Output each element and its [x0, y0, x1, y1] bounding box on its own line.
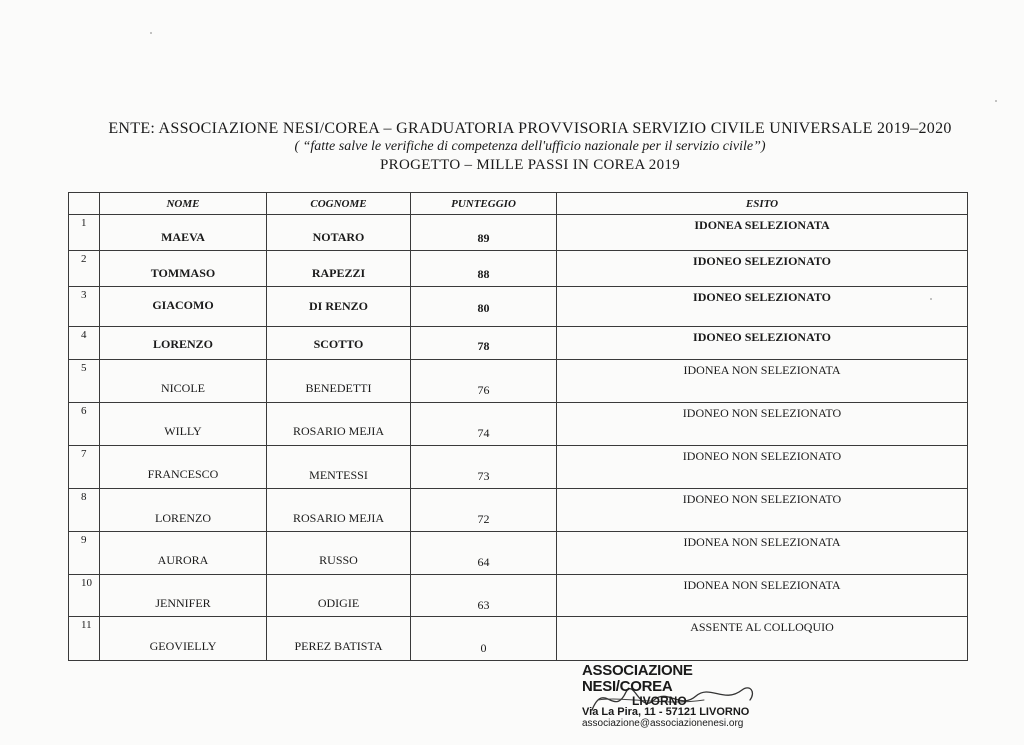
punteggio: 63: [477, 598, 490, 612]
punteggio-cell: [411, 489, 557, 532]
cognome: ROSARIO MEJIA: [292, 511, 384, 525]
esito-cell: [557, 446, 968, 489]
row-index: 5: [81, 362, 87, 374]
nome: WILLY: [164, 424, 202, 438]
cognome-cell: [267, 446, 411, 489]
cognome: MENTESSI: [309, 468, 368, 482]
esito-cell: [557, 575, 968, 617]
nome-cell: [100, 327, 267, 360]
nome-cell: [100, 617, 267, 661]
punteggio: 78: [477, 339, 490, 353]
punteggio: 76: [477, 383, 490, 397]
row-index: 2: [81, 253, 87, 265]
nome-cell: [100, 575, 267, 617]
nome-cell: [100, 287, 267, 327]
punteggio-cell: [411, 446, 557, 489]
row-index: 3: [81, 289, 87, 301]
punteggio-cell: [411, 251, 557, 287]
stamp-city: LIVORNO: [632, 693, 687, 708]
row-index-cell: [69, 251, 100, 287]
cognome-cell: [267, 287, 411, 327]
table-row: [69, 403, 968, 446]
esito: IDONEO NON SELEZIONATO: [682, 492, 842, 506]
stamp-email: associazione@associazionenesi.org: [582, 717, 744, 729]
esito-cell: [557, 215, 968, 251]
header-nome: NOME: [100, 193, 267, 215]
header-punteggio: PUNTEGGIO: [411, 193, 557, 215]
punteggio: 80: [477, 301, 490, 315]
row-index: 1: [81, 217, 87, 229]
nome-cell: [100, 215, 267, 251]
punteggio-cell: [411, 403, 557, 446]
cognome: ODIGIE: [317, 596, 360, 610]
row-index-cell: [69, 446, 100, 489]
nome: JENNIFER: [155, 596, 211, 610]
table-header-row: [69, 193, 968, 215]
cognome: RAPEZZI: [311, 266, 366, 280]
table-row: [69, 575, 968, 617]
cognome: NOTARO: [312, 230, 365, 244]
header-index: [69, 193, 100, 215]
row-index-cell: [69, 532, 100, 575]
nome-cell: [100, 251, 267, 287]
row-index-cell: [69, 360, 100, 403]
esito: IDONEA NON SELEZIONATA: [683, 578, 841, 592]
cognome-cell: [267, 489, 411, 532]
esito-cell: [557, 617, 968, 661]
nome: TOMMASO: [150, 266, 216, 280]
row-index-cell: [69, 489, 100, 532]
row-index-cell: [69, 403, 100, 446]
punteggio-cell: [411, 360, 557, 403]
row-index-cell: [69, 575, 100, 617]
esito: IDONEO SELEZIONATO: [693, 254, 831, 268]
row-index: 8: [81, 491, 87, 503]
scan-speck: [150, 32, 152, 34]
nome: AURORA: [157, 553, 209, 567]
project-title: PROGETTO – MILLE PASSI IN COREA 2019: [380, 157, 680, 173]
punteggio-cell: [411, 287, 557, 327]
esito-cell: [557, 532, 968, 575]
stamp-address: Via La Pira, 11 - 57121 LIVORNO: [582, 706, 750, 719]
row-index-cell: [69, 287, 100, 327]
header-cognome: COGNOME: [267, 193, 411, 215]
cognome: PEREZ BATISTA: [294, 639, 383, 653]
cognome-cell: [267, 327, 411, 360]
table-row: [69, 360, 968, 403]
nome: LORENZO: [155, 511, 211, 525]
esito: IDONEO NON SELEZIONATO: [682, 449, 842, 463]
esito-cell: [557, 360, 968, 403]
punteggio-cell: [411, 617, 557, 661]
nome-cell: [100, 532, 267, 575]
cognome: BENEDETTI: [305, 381, 372, 395]
esito: ASSENTE AL COLLOQUIO: [690, 620, 834, 634]
row-index-cell: [69, 215, 100, 251]
punteggio-cell: [411, 327, 557, 360]
esito: IDONEO SELEZIONATO: [693, 290, 831, 304]
nome-cell: [100, 489, 267, 532]
cognome-cell: [267, 360, 411, 403]
document-note: ( “fatte salve le verifiche di competenza dell'ufficio nazionale per il servizio civile”): [294, 139, 766, 154]
row-index-cell: [69, 617, 100, 661]
esito-cell: [557, 251, 968, 287]
cognome-cell: [267, 215, 411, 251]
cognome: DI RENZO: [308, 299, 368, 313]
cognome-cell: [267, 403, 411, 446]
document-title: ENTE: ASSOCIAZIONE NESI/COREA – GRADUATORIA PROVVISORIA SERVIZIO CIVILE UNIVERSALE 2019–2020: [108, 120, 952, 137]
punteggio: 72: [477, 512, 490, 526]
nome-cell: [100, 360, 267, 403]
table-row: [69, 215, 968, 251]
stamp-name: ASSOCIAZIONE NESI/COREA: [582, 662, 693, 695]
cognome-cell: [267, 251, 411, 287]
punteggio: 73: [477, 469, 490, 483]
row-index: 10: [81, 577, 92, 589]
row-index: 7: [81, 448, 87, 460]
nome: FRANCESCO: [147, 467, 219, 481]
nome-cell: [100, 403, 267, 446]
table-row: [69, 327, 968, 360]
cognome: ROSARIO MEJIA: [292, 424, 384, 438]
punteggio: 74: [477, 426, 490, 440]
ranking-table: [68, 192, 968, 661]
punteggio-cell: [411, 215, 557, 251]
nome: MAEVA: [161, 230, 205, 244]
cognome: RUSSO: [319, 553, 358, 567]
esito-cell: [557, 403, 968, 446]
esito: IDONEO SELEZIONATO: [693, 330, 831, 344]
row-index: 9: [81, 534, 87, 546]
cognome-cell: [267, 617, 411, 661]
table-row: [69, 617, 968, 661]
nome: NICOLE: [161, 381, 205, 395]
esito: IDONEA SELEZIONATA: [694, 218, 830, 232]
esito-cell: [557, 489, 968, 532]
punteggio: 89: [477, 231, 490, 245]
esito: IDONEO NON SELEZIONATO: [682, 406, 842, 420]
punteggio: 0: [480, 641, 487, 655]
punteggio-cell: [411, 532, 557, 575]
esito-cell: [557, 327, 968, 360]
scan-speck: [995, 100, 997, 102]
association-stamp: [582, 663, 762, 729]
table-row: [69, 446, 968, 489]
punteggio: 88: [477, 267, 490, 281]
table-row: [69, 532, 968, 575]
row-index: 6: [81, 405, 87, 417]
row-index-cell: [69, 327, 100, 360]
punteggio: 64: [477, 555, 490, 569]
cognome: SCOTTO: [313, 337, 364, 351]
table-row: [69, 489, 968, 532]
nome: GIACOMO: [152, 298, 214, 312]
table-row: [69, 251, 968, 287]
row-index: 11: [81, 619, 92, 631]
row-index: 4: [81, 329, 87, 341]
cognome-cell: [267, 532, 411, 575]
header-esito: ESITO: [557, 193, 968, 215]
esito: IDONEA NON SELEZIONATA: [683, 363, 841, 377]
nome: GEOVIELLY: [149, 639, 217, 653]
nome-cell: [100, 446, 267, 489]
punteggio-cell: [411, 575, 557, 617]
esito-cell: [557, 287, 968, 327]
cognome-cell: [267, 575, 411, 617]
esito: IDONEA NON SELEZIONATA: [683, 535, 841, 549]
table-row: [69, 287, 968, 327]
nome: LORENZO: [152, 337, 213, 351]
